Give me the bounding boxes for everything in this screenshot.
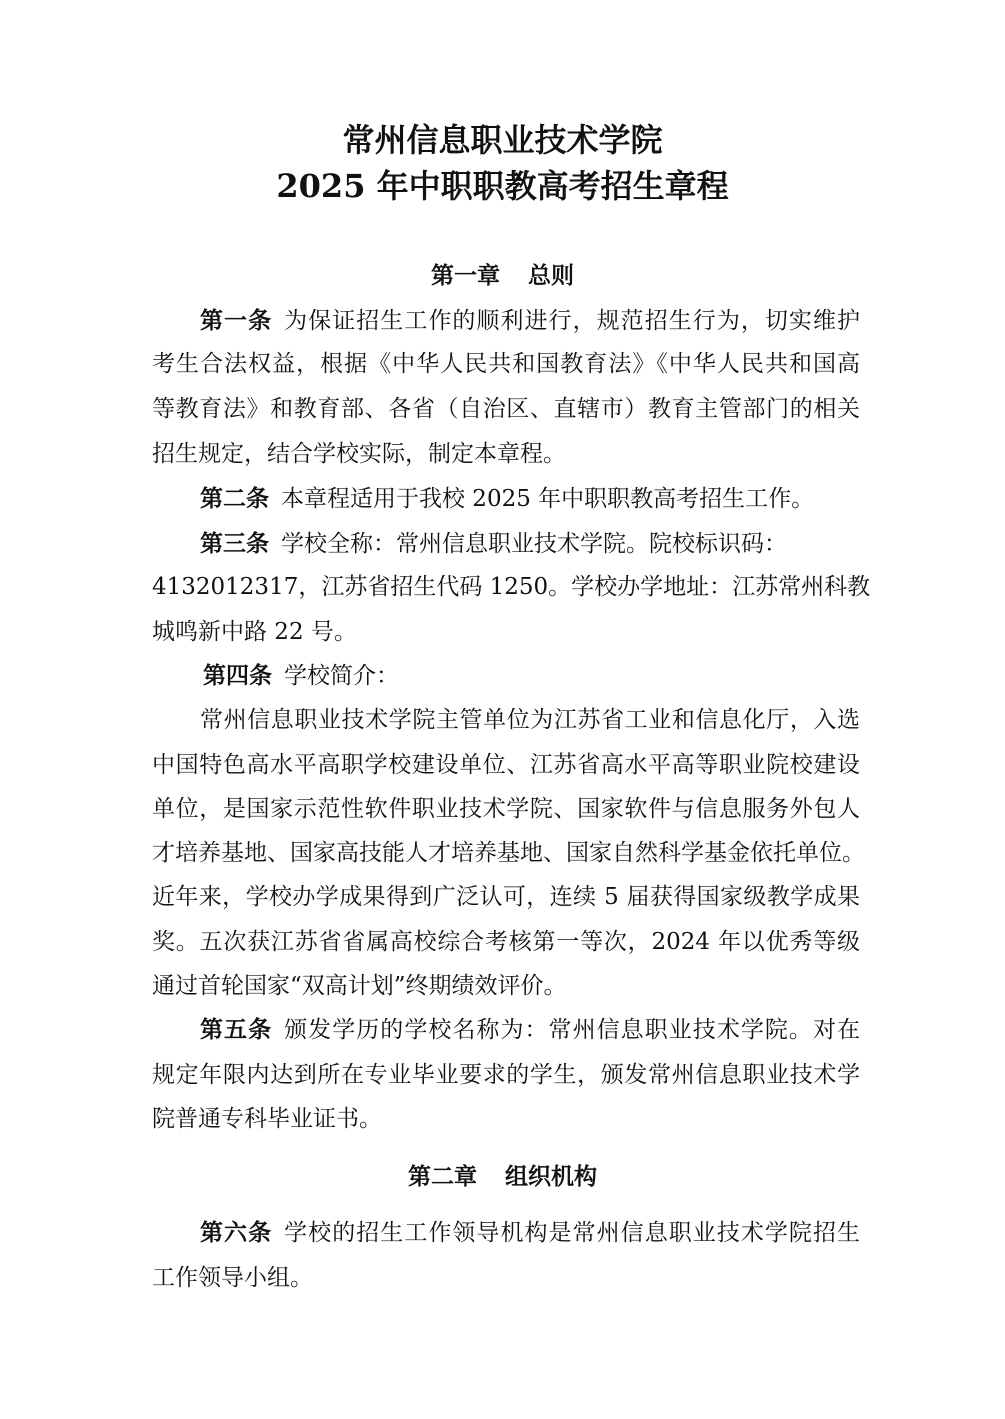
chapter-2-name: 组织机构 — [505, 1163, 597, 1190]
article-text: 本章程适用于我校 2025 年中职职教高考招生工作。 — [281, 486, 815, 512]
article-text: 为保证招生工作的顺利进行，规范招生行为，切实维护 — [284, 308, 861, 334]
article-4-para-line-4: 才培养基地、国家高技能人才培养基地、国家自然科学基金依托单位。 — [152, 840, 865, 866]
article-1-line-3: 等教育法》和教育部、各省（自治区、直辖市）教育主管部门的相关 — [152, 396, 860, 422]
chapter-2-heading — [0, 1162, 1005, 1192]
article-text: 学校的招生工作领导机构是常州信息职业技术学院招生 — [284, 1220, 861, 1246]
article-2-label: 第二条 — [200, 485, 269, 512]
article-4-para-line-7: 通过首轮国家“双高计划”终期绩效评价。 — [152, 973, 567, 999]
article-4-para-line-2: 中国特色高水平高职学校建设单位、江苏省高水平高等职业院校建设 — [152, 752, 860, 778]
article-2-line-1 — [200, 484, 860, 514]
article-4-label: 第四条 — [203, 662, 272, 689]
article-3-label: 第三条 — [200, 530, 269, 557]
article-text: 学校全称：常州信息职业技术学院。院校标识码： — [281, 531, 787, 557]
article-text: 颁发学历的学校名称为：常州信息职业技术学院。对在 — [284, 1017, 861, 1043]
article-1-label: 第一条 — [200, 307, 273, 334]
article-text: 学校简介： — [284, 663, 399, 689]
article-1-line-2: 考生合法权益，根据《中华人民共和国教育法》《中华人民共和国高 — [152, 351, 860, 377]
article-4-para-line-1: 常州信息职业技术学院主管单位为江苏省工业和信息化厅，入选 — [200, 707, 860, 733]
article-5-label: 第五条 — [200, 1016, 273, 1043]
article-1-line-1 — [200, 306, 860, 336]
article-6-line-2: 工作领导小组。 — [152, 1265, 313, 1291]
article-1-line-4: 招生规定，结合学校实际，制定本章程。 — [152, 441, 566, 467]
article-3-line-2: 4132012317，江苏省招生代码 1250。学校办学地址：江苏常州科教 — [152, 574, 871, 600]
article-6-line-1 — [200, 1218, 860, 1248]
document-title-line-2: 2025 年中职职教高考招生章程 — [276, 167, 729, 205]
article-4-para-line-5: 近年来，学校办学成果得到广泛认可，连续 5 届获得国家级教学成果 — [152, 884, 860, 910]
chapter-1-heading — [0, 261, 1005, 291]
article-5-line-1 — [200, 1015, 860, 1045]
article-4-para-line-6: 奖。五次获江苏省省属高校综合考核第一等次，2024 年以优秀等级 — [152, 929, 860, 955]
document-title-line-1: 常州信息职业技术学院 — [342, 121, 663, 159]
chapter-1-name: 总则 — [528, 262, 574, 289]
article-3-line-1 — [200, 529, 860, 559]
article-3-line-3: 城鸣新中路 22 号。 — [152, 619, 357, 645]
chapter-1-label: 第一章 — [431, 262, 500, 289]
article-5-line-3: 院普通专科毕业证书。 — [152, 1106, 382, 1132]
article-4-line-1 — [203, 661, 860, 691]
article-6-label: 第六条 — [200, 1219, 273, 1246]
chapter-2-label: 第二章 — [408, 1163, 477, 1190]
article-4-para-line-3: 单位，是国家示范性软件职业技术学院、国家软件与信息服务外包人 — [152, 796, 860, 822]
article-5-line-2: 规定年限内达到所在专业毕业要求的学生，颁发常州信息职业技术学 — [152, 1062, 860, 1088]
